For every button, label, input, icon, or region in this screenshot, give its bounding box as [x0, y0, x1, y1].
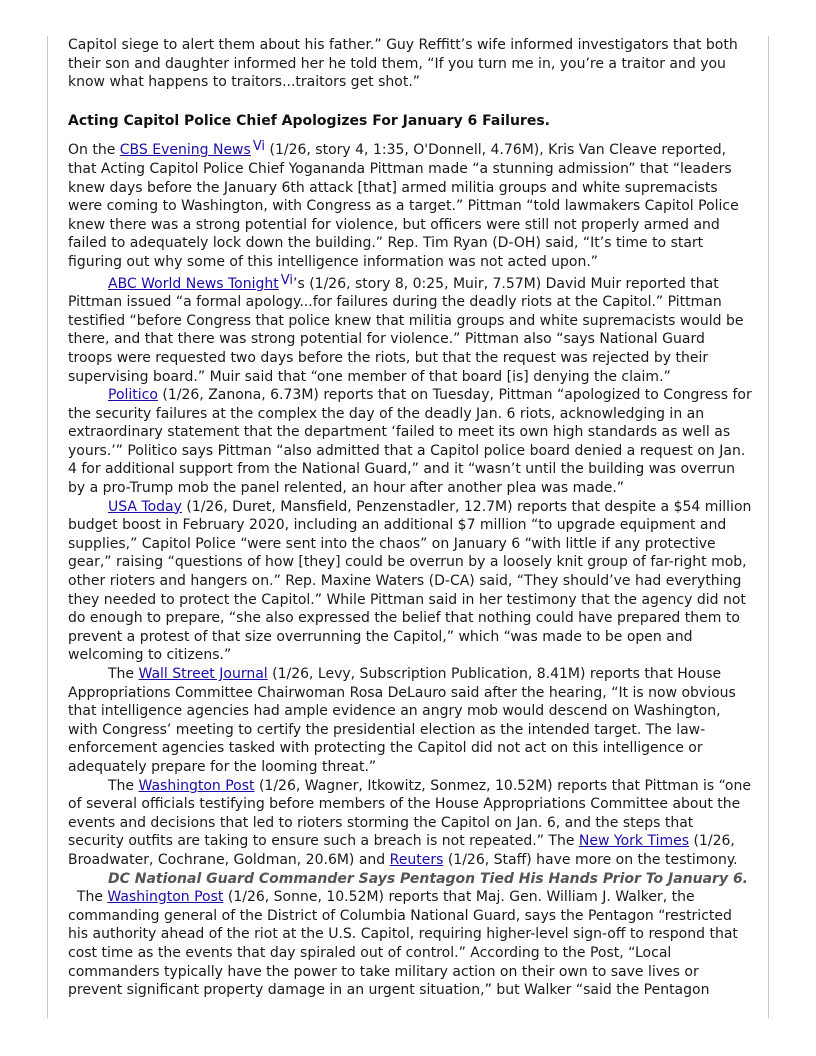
document-body: [68, 36, 752, 1000]
washington-post-link-2[interactable]: Washington Post: [107, 889, 224, 906]
paragraph-wsj: The Wall Street Journal (1/26, Levy, Subscription Publication, 8.41M) reports that House Appropriations Committee Chairwoman Rosa DeLauro said after the hearing, “It is now obvious that intelligence agencies had ample evidence an angry mob would descend on Washington, with Congress’ meeting to certify the presidential election as the intended target. The law-enforcement agencies tasked with protecting the Capitol did not act on this intelligence or adequately prepare for the looming threat.”: [68, 666, 736, 775]
continued-paragraph: Capitol siege to alert them about his father.” Guy Reffitt’s wife informed investigators that both their son and daughter informed her he told them, “If you turn me in, you’re a traitor and you know what happens to traitors...traitors get shot.”: [68, 37, 738, 91]
usa-today-link[interactable]: USA Today: [108, 498, 182, 515]
sub-story-heading: DC National Guard Commander Says Pentagon Tied His Hands Prior To January 6.: [108, 870, 749, 887]
paragraph-politico: Politico (1/26, Zanona, 6.73M) reports that on Tuesday, Pittman “apologized to Congress for the security failures at the complex the day of the deadly Jan. 6 riots, acknowledging in an extraordinary statement that the department ‘failed to meet its own high standards as well as yours.’” Politico says Pittman “also admitted that a Capitol police board denied a request on Jan. 4 for additional support from the National Guard,” and it “wasn’t until the building was overrun by a pro-Trump mob the panel relented, an hour after another plea was made.”: [68, 387, 752, 497]
cbs-evening-news-link[interactable]: CBS Evening News: [119, 142, 251, 159]
video-icon-link[interactable]: Vi: [280, 272, 293, 288]
reuters-link[interactable]: Reuters: [389, 851, 444, 868]
paragraph-washington-post: The Washington Post (1/26, Wagner, Itkowitz, Sonmez, 10.52M) reports that Pittman is “one of several officials testifying before members of the House Appropriations Committee about the events and decisions that led to rioters storming the Capitol on Jan. 6, and the steps that security outfits are taking to ensure such a breach is not repeated.” The New York Times (1/26, Broadwater, Cochrane, Goldman, 20.6M) and Reuters (1/26, Staff) have more on the testimony.: [68, 777, 751, 868]
left-margin-rule: [47, 36, 48, 1018]
video-icon-link[interactable]: Vi: [252, 139, 266, 155]
paragraph-cbs: On the CBS Evening News Vi (1/26, story 4, 1:35, O'Donnell, 4.76M), Kris Van Cleave reported, that Acting Capitol Police Chief Yogananda Pittman made “a stunning admission” that “leaders knew days before the January 6th attack [that] armed militia groups and white supremacists were coming to Washington, with Congress as a target.” Pittman “told lawmakers Capitol Police knew there was a strong potential for violence, but officers were still not properly armed and failed to adequately lock down the building.” Rep. Tim Ryan (D-OH) said, “It’s time to start figuring out why some of this intelligence information was not acted upon.”: [68, 139, 739, 270]
wall-street-journal-link[interactable]: Wall Street Journal: [138, 666, 268, 682]
paragraph-abc: ABC World News Tonight Vi’s (1/26, story 8, 0:25, Muir, 7.57M) David Muir reported that Pittman issued “a formal apology...for failures during the deadly riots at the Capitol.” Pittman testified “before Congress that police knew that militia groups and white supremacists would be there, and that there was strong potential for violence.” Pittman also “says National Guard troops were requested two days before the riots, but that the request was rejected by their supervising board.” Muir said that “one member of that board [is] denying the claim.”: [68, 272, 744, 385]
paragraph-dc-guard: DC National Guard Commander Says Pentagon Tied His Hands Prior To January 6. The Washington Post (1/26, Sonne, 10.52M) reports that Maj. Gen. William J. Walker, the commanding general of the District of Columbia National Guard, says the Pentagon “restricted his authority ahead of the riot at the U.S. Capitol, requiring higher-level sign-off to respond that cost time as the events that day spiraled out of control.” According to the Post, “Local commanders typically have the power to take military action on their own to save lives or prevent significant property damage in an urgent situation,” but Walker “said the Pentagon: [68, 870, 749, 999]
abc-world-news-link[interactable]: ABC World News Tonight: [108, 275, 279, 292]
politico-link[interactable]: Politico: [108, 387, 158, 404]
new-york-times-link[interactable]: New York Times: [578, 833, 690, 850]
washington-post-link[interactable]: Washington Post: [138, 777, 255, 794]
right-margin-rule: [768, 36, 769, 1018]
paragraph-usa-today: USA Today (1/26, Duret, Mansfield, Penzenstadler, 12.7M) reports that despite a $54 million budget boost in February 2020, including an additional $7 million “to upgrade equipment and supplies,” Capitol Police “were sent into the chaos” on January 6 “with little if any protective gear,” raising “questions of how [they] could be overrun by a loosely knit group of far-right mob, other rioters and hangers on.” Rep. Maxine Waters (D-CA) said, “They should’ve had everything they needed to protect the Capitol.” While Pittman said in her testimony that the agency did not do enough to prepare, “she also expressed the belief that nothing could have prepared them to prevent a protest of that size overrunning the Capitol,” which “was made to be open and welcoming to citizens.”: [68, 498, 752, 664]
story-heading: Acting Capitol Police Chief Apologizes For January 6 Failures.: [68, 112, 550, 129]
